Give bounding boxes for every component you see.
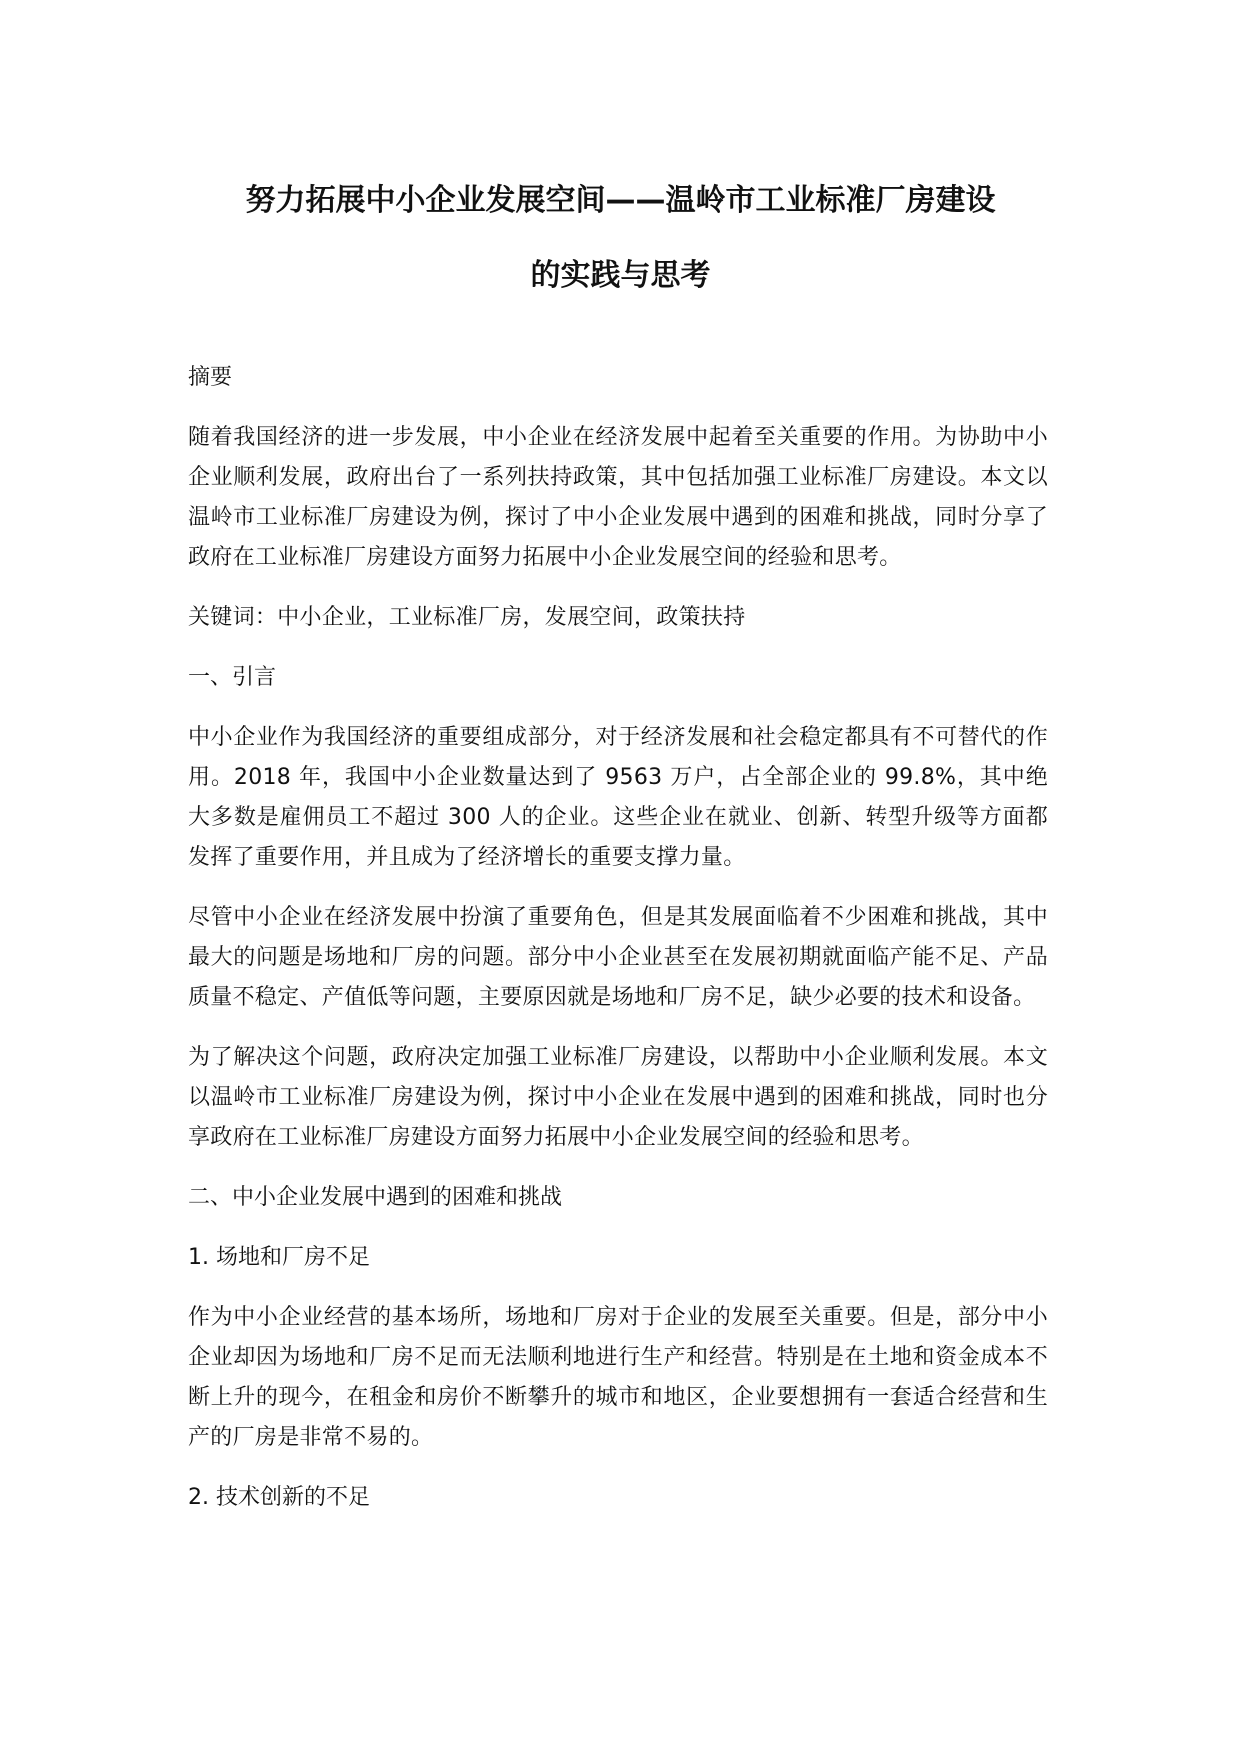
section-1-paragraph-1: 中小企业作为我国经济的重要组成部分，对于经济发展和社会稳定都具有不可替代的作用。2018 年，我国中小企业数量达到了 9563 万户，占全部企业的 99.8%，其中绝大多数是雇佣员工不超过 300 人的企业。这些企业在就业、创新、转型升级等方面都发挥了重要作用，并且成为了经济增长的重要支撑力量。	[188, 725, 1048, 870]
section-2-heading: 二、中小企业发展中遇到的困难和挑战	[188, 1185, 563, 1210]
subsection-2-1-heading: 1. 场地和厂房不足	[188, 1245, 370, 1270]
document-title-line-1: 努力拓展中小企业发展空间——温岭市工业标准厂房建设	[245, 183, 996, 218]
section-1-paragraph-2: 尽管中小企业在经济发展中扮演了重要角色，但是其发展面临着不少困难和挑战，其中最大的问题是场地和厂房的问题。部分中小企业甚至在发展初期就面临产能不足、产品质量不稳定、产值低等问题，主要原因就是场地和厂房不足，缺少必要的技术和设备。	[188, 905, 1048, 1010]
section-1-paragraph-3: 为了解决这个问题，政府决定加强工业标准厂房建设，以帮助中小企业顺利发展。本文以温岭市工业标准厂房建设为例，探讨中小企业在发展中遇到的困难和挑战，同时也分享政府在工业标准厂房建设方面努力拓展中小企业发展空间的经验和思考。	[188, 1045, 1048, 1150]
abstract-paragraph: 随着我国经济的进一步发展，中小企业在经济发展中起着至关重要的作用。为协助中小企业顺利发展，政府出台了一系列扶持政策，其中包括加强工业标准厂房建设。本文以温岭市工业标准厂房建设为例，探讨了中小企业发展中遇到的困难和挑战，同时分享了政府在工业标准厂房建设方面努力拓展中小企业发展空间的经验和思考。	[188, 425, 1048, 570]
document-body	[188, 358, 1048, 1538]
subsection-2-2-heading: 2. 技术创新的不足	[188, 1485, 370, 1510]
document-title-line-2: 的实践与思考	[530, 258, 711, 293]
keywords-line: 关键词：中小企业，工业标准厂房，发展空间，政策扶持	[188, 605, 746, 630]
abstract-heading: 摘要	[188, 365, 233, 390]
section-1-heading: 一、引言	[188, 665, 277, 690]
subsection-2-1-paragraph: 作为中小企业经营的基本场所，场地和厂房对于企业的发展至关重要。但是，部分中小企业却因为场地和厂房不足而无法顺利地进行生产和经营。特别是在土地和资金成本不断上升的现今，在租金和房价不断攀升的城市和地区，企业要想拥有一套适合经营和生产的厂房是非常不易的。	[188, 1305, 1048, 1450]
